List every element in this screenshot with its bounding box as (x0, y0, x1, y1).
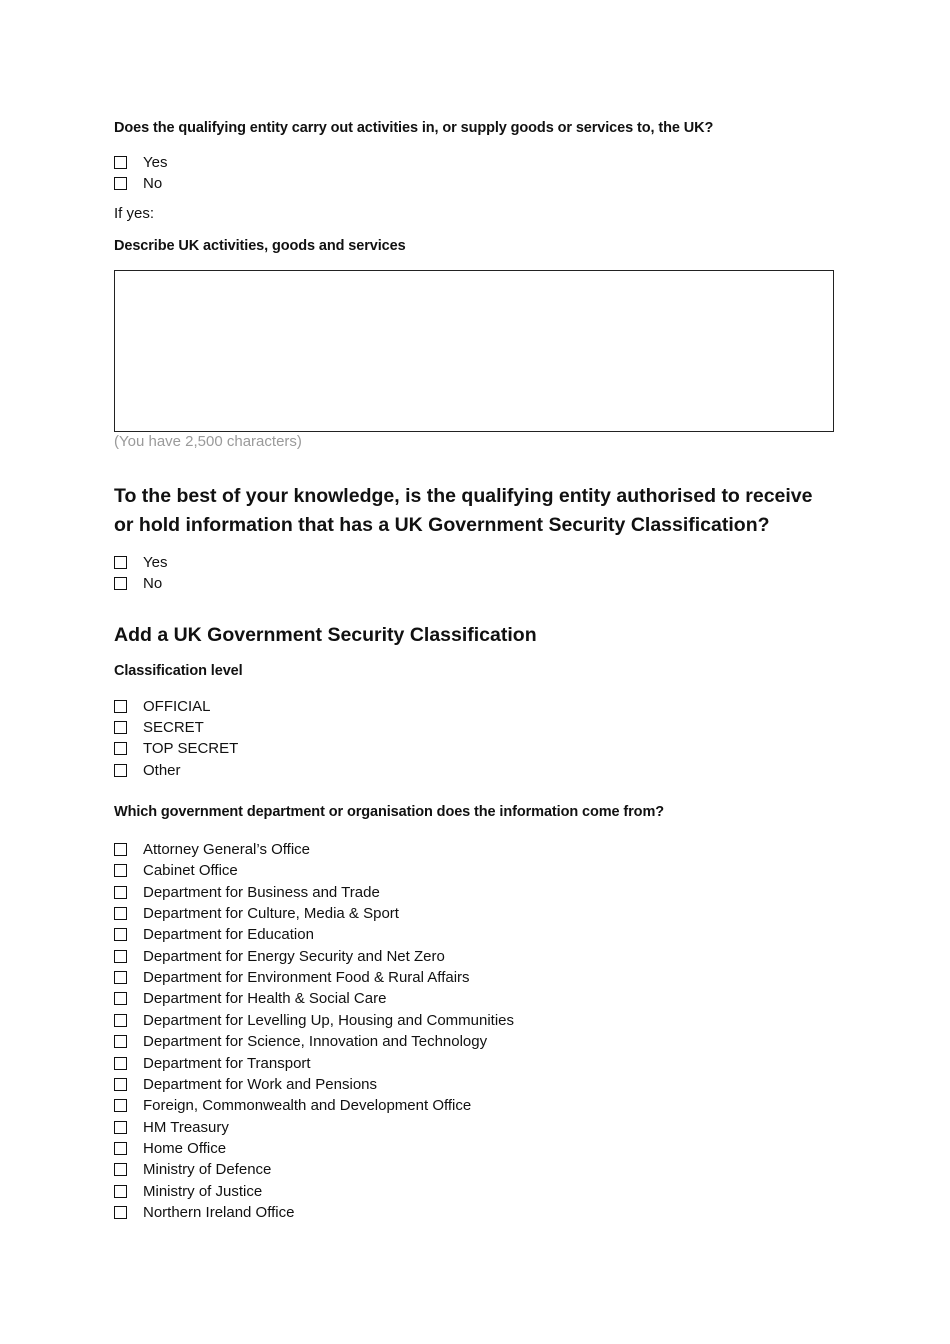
option-label: Ministry of Justice (143, 1182, 263, 1200)
department-option[interactable] (114, 1074, 377, 1095)
level-option-other[interactable] (114, 760, 181, 781)
option-label: Department for Education (143, 926, 314, 944)
option-label: Yes (143, 154, 168, 171)
q1-label: Does the qualifying entity carry out activities in, or supply goods or services to, the UK? (114, 120, 714, 136)
checkbox[interactable] (114, 1185, 127, 1198)
option-label: Department for Levelling Up, Housing and Communities (143, 1011, 515, 1029)
q2-option-no[interactable] (114, 573, 162, 594)
checkbox[interactable] (114, 1057, 127, 1070)
describe-label: Describe UK activities, goods and services (114, 238, 406, 254)
department-label: Which government department or organisation does the information come from? (114, 804, 664, 820)
level-option-secret[interactable] (114, 717, 204, 738)
checkbox[interactable] (114, 950, 127, 963)
checkbox[interactable] (114, 971, 127, 984)
checkbox[interactable] (114, 577, 127, 590)
department-option[interactable] (114, 1138, 226, 1159)
department-option[interactable] (114, 1181, 262, 1202)
option-label: Department for Work and Pensions (143, 1075, 378, 1093)
classification-level-label: Classification level (114, 663, 243, 679)
checkbox[interactable] (114, 1142, 127, 1155)
checkbox[interactable] (114, 1121, 127, 1134)
checkbox[interactable] (114, 1035, 127, 1048)
checkbox[interactable] (114, 742, 127, 755)
option-label: Other (143, 762, 181, 779)
department-option[interactable] (114, 1095, 471, 1116)
checkbox[interactable] (114, 1014, 127, 1027)
if-yes-label: If yes: (114, 205, 155, 222)
option-label: HM Treasury (143, 1118, 229, 1136)
q1-option-yes[interactable] (114, 152, 167, 173)
department-option[interactable] (114, 988, 386, 1009)
option-label: Cabinet Office (143, 862, 238, 880)
department-option[interactable] (114, 967, 470, 988)
department-option[interactable] (114, 1031, 487, 1052)
option-label: Attorney General’s Office (143, 841, 311, 858)
checkbox[interactable] (114, 156, 127, 169)
checkbox[interactable] (114, 700, 127, 713)
checkbox[interactable] (114, 928, 127, 941)
option-label: SECRET (143, 719, 204, 736)
option-label: Home Office (143, 1139, 227, 1157)
checkbox[interactable] (114, 907, 127, 920)
checkbox[interactable] (114, 177, 127, 190)
option-label: Foreign, Commonwealth and Development Office (143, 1097, 472, 1115)
department-option[interactable] (114, 839, 310, 860)
option-label: OFFICIAL (143, 698, 211, 715)
option-label: No (143, 175, 163, 192)
option-label: Yes (143, 554, 168, 571)
checkbox[interactable] (114, 1078, 127, 1091)
level-option-top-secret[interactable] (114, 738, 238, 759)
checkbox[interactable] (114, 556, 127, 569)
department-option[interactable] (114, 1117, 229, 1138)
option-label: Department for Health & Social Care (143, 990, 387, 1008)
option-label: Department for Business and Trade (143, 883, 380, 901)
option-label: Department for Transport (143, 1054, 311, 1072)
checkbox[interactable] (114, 843, 127, 856)
checkbox[interactable] (114, 764, 127, 777)
department-option[interactable] (114, 924, 314, 945)
checkbox[interactable] (114, 992, 127, 1005)
department-option[interactable] (114, 903, 399, 924)
checkbox[interactable] (114, 1206, 127, 1219)
department-option[interactable] (114, 1159, 271, 1180)
option-label: Northern Ireland Office (143, 1203, 295, 1221)
checkbox[interactable] (114, 1099, 127, 1112)
option-label: Department for Energy Security and Net Zero (143, 947, 445, 965)
checkbox[interactable] (114, 721, 127, 734)
describe-textarea[interactable] (114, 270, 834, 432)
checkbox[interactable] (114, 886, 127, 899)
option-label: TOP SECRET (143, 740, 239, 757)
option-label: Department for Environment Food & Rural Affairs (143, 969, 470, 987)
department-option[interactable] (114, 1053, 311, 1074)
q1-option-no[interactable] (114, 173, 162, 194)
department-option[interactable] (114, 860, 238, 881)
character-count-hint: (You have 2,500 characters) (114, 433, 302, 450)
department-option[interactable] (114, 946, 445, 967)
department-option[interactable] (114, 1202, 294, 1223)
option-label: No (143, 575, 163, 592)
checkbox[interactable] (114, 864, 127, 877)
option-label: Department for Science, Innovation and Technology (143, 1033, 488, 1051)
q2-label: To the best of your knowledge, is the qualifying entity authorised to receive or hold information that has a UK Government Security Classification? (114, 485, 813, 536)
checkbox[interactable] (114, 1163, 127, 1176)
option-label: Ministry of Defence (143, 1161, 272, 1179)
level-option-official[interactable] (114, 696, 211, 717)
q2-option-yes[interactable] (114, 552, 167, 573)
option-label: Department for Culture, Media & Sport (143, 905, 399, 923)
department-option[interactable] (114, 1010, 514, 1031)
classification-heading: Add a UK Government Security Classification (114, 624, 537, 646)
department-option[interactable] (114, 882, 380, 903)
